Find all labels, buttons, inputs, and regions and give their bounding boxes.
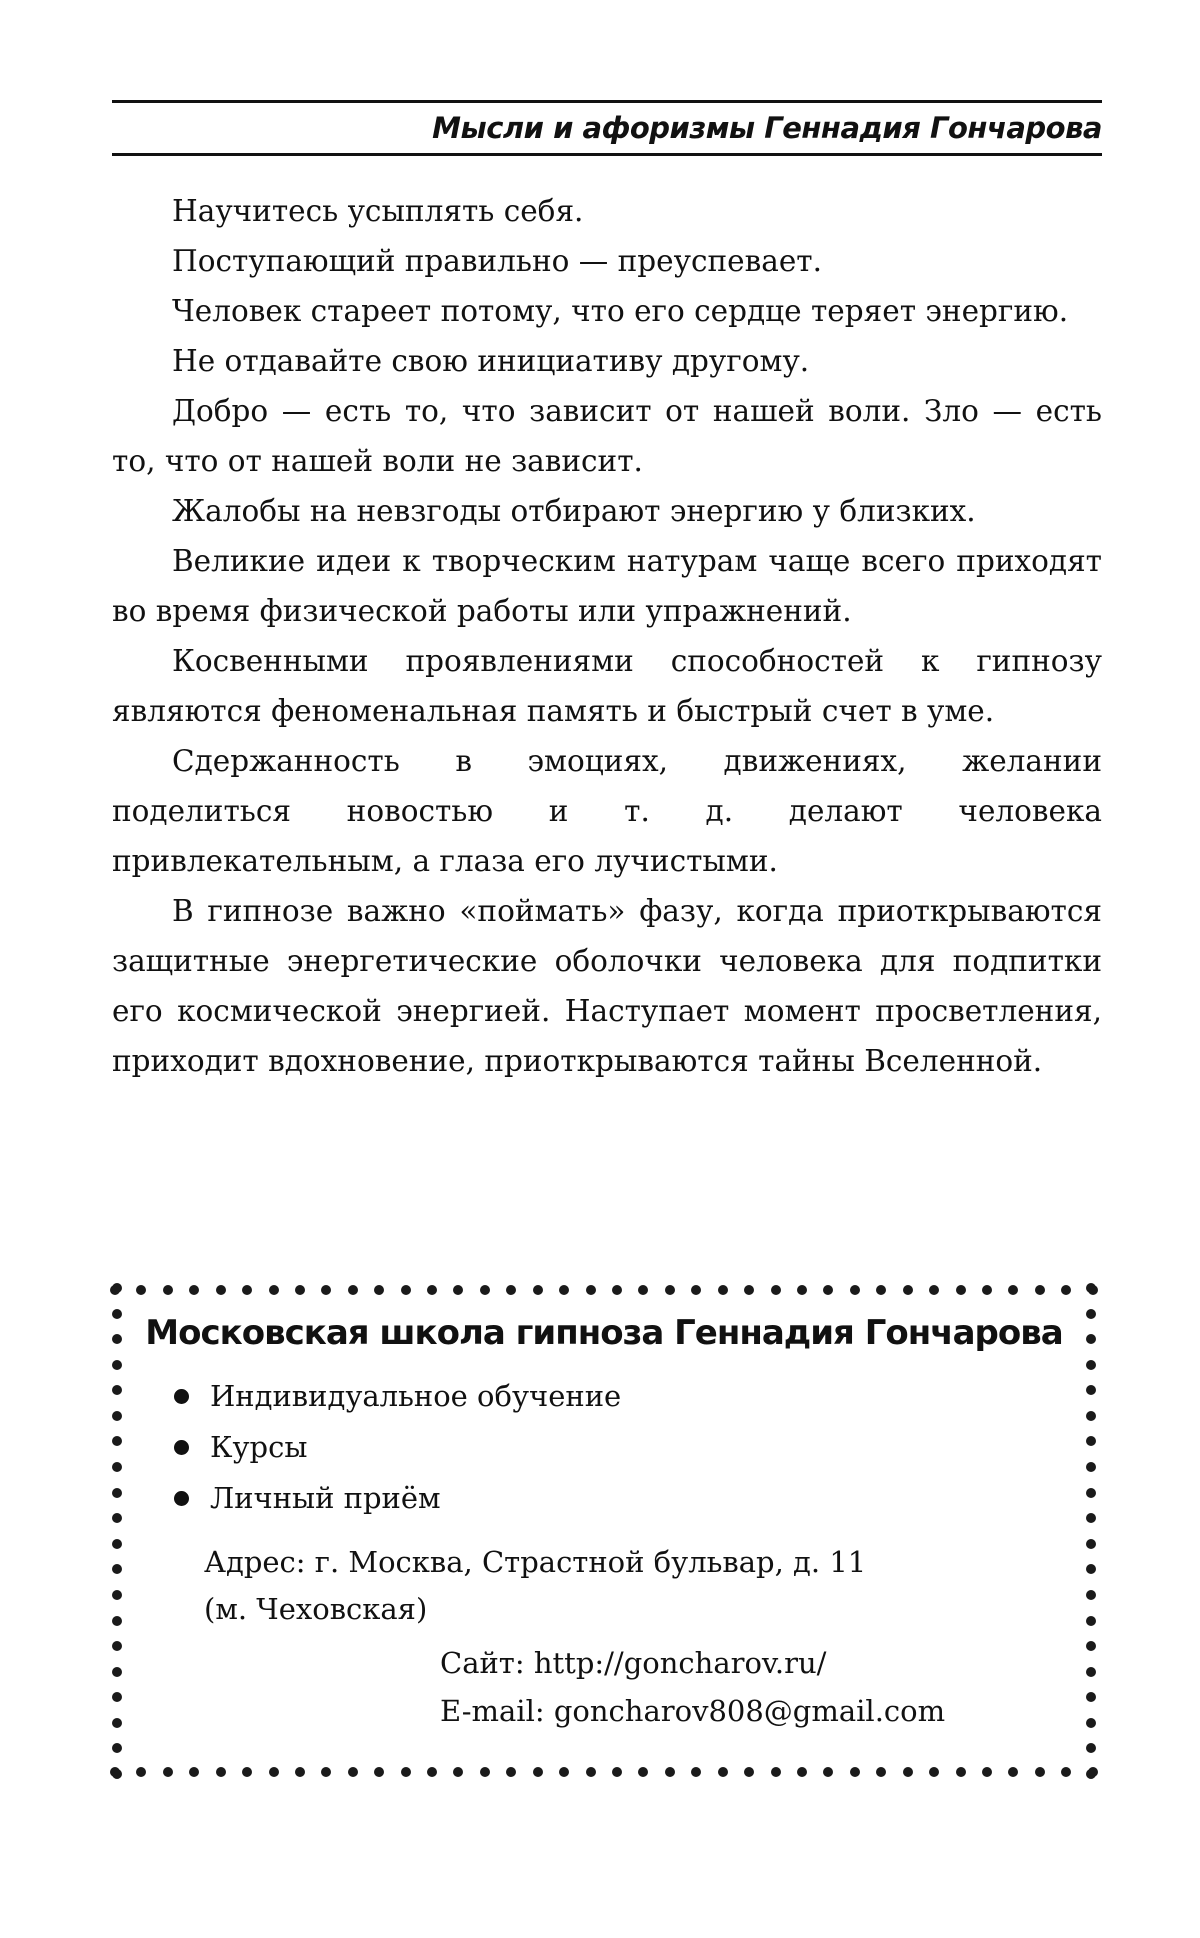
dotted-border-top — [110, 1283, 1098, 1297]
paragraph: В гипнозе важно «поймать» фазу, когда приоткрываются защитные энергетические оболочки человека для подпитки его космической энергией. Наступает момент просветления, приходит вдохновение, приоткрываются тайны Вселенной. — [112, 894, 1102, 1078]
border-dot — [136, 1767, 146, 1777]
border-dot — [797, 1285, 807, 1295]
border-dot — [112, 1743, 122, 1753]
paragraph: Не отдавайте свою инициативу другому. — [172, 344, 810, 378]
border-dot — [401, 1767, 411, 1777]
border-dot — [1035, 1767, 1045, 1777]
border-dot — [533, 1767, 543, 1777]
border-dot — [1086, 1590, 1096, 1600]
running-header — [112, 100, 1102, 156]
dotted-border-right — [1084, 1283, 1098, 1779]
border-dot — [1086, 1539, 1096, 1549]
border-dot — [112, 1385, 122, 1395]
border-dot — [112, 1564, 122, 1574]
border-dot — [112, 1718, 122, 1728]
service-label: Индивидуальное обучение — [210, 1379, 622, 1413]
border-dot — [321, 1767, 331, 1777]
border-dot — [903, 1767, 913, 1777]
paragraph: Жалобы на невзгоды отбирают энергию у близких. — [172, 494, 976, 528]
border-dot — [1035, 1285, 1045, 1295]
border-dot — [269, 1767, 279, 1777]
border-dot — [1061, 1767, 1071, 1777]
border-dot — [982, 1767, 992, 1777]
paragraph: Человек стареет потому, что его сердце теряет энергию. — [172, 294, 1069, 328]
border-dot — [295, 1285, 305, 1295]
border-dot — [216, 1285, 226, 1295]
border-dot — [1086, 1385, 1096, 1395]
aphorisms-text — [112, 186, 1102, 1086]
border-dot — [1061, 1285, 1071, 1295]
dotted-border-bottom — [110, 1765, 1098, 1779]
border-dot — [850, 1285, 860, 1295]
border-dot — [665, 1285, 675, 1295]
list-item — [170, 1422, 621, 1473]
border-dot — [823, 1767, 833, 1777]
advertisement-title: Московская школа гипноза Геннадия Гончарова — [145, 1313, 1063, 1353]
border-dot — [163, 1285, 173, 1295]
border-dot — [112, 1436, 122, 1446]
service-label: Личный приём — [210, 1481, 441, 1515]
border-dot — [691, 1285, 701, 1295]
service-label: Курсы — [210, 1430, 308, 1464]
border-dot — [112, 1692, 122, 1702]
email-link[interactable]: E-mail: goncharov808@gmail.com — [440, 1694, 946, 1728]
bullet-icon — [174, 1491, 189, 1506]
border-dot — [295, 1767, 305, 1777]
border-dot — [1086, 1769, 1096, 1779]
address-block — [204, 1539, 866, 1633]
border-dot — [638, 1767, 648, 1777]
border-dot — [136, 1285, 146, 1295]
running-header-title: Мысли и афоризмы Геннадия Гончарова — [432, 111, 1102, 145]
border-dot — [506, 1285, 516, 1295]
border-dot — [1086, 1462, 1096, 1472]
list-item — [170, 1473, 621, 1524]
border-dot — [374, 1285, 384, 1295]
border-dot — [771, 1285, 781, 1295]
border-dot — [112, 1462, 122, 1472]
border-dot — [1086, 1667, 1096, 1677]
border-dot — [112, 1616, 122, 1626]
border-dot — [348, 1285, 358, 1295]
border-dot — [744, 1285, 754, 1295]
border-dot — [374, 1767, 384, 1777]
border-dot — [1086, 1360, 1096, 1370]
border-dot — [797, 1767, 807, 1777]
border-dot — [956, 1285, 966, 1295]
border-dot — [956, 1767, 966, 1777]
services-list — [170, 1371, 621, 1524]
address-line: Адрес: г. Москва, Страстной бульвар, д. 11 — [204, 1545, 867, 1579]
border-dot — [1086, 1616, 1096, 1626]
border-dot — [112, 1641, 122, 1651]
paragraph: Добро — есть то, что зависит от нашей воли. Зло — есть то, что от нашей воли не зависит. — [112, 394, 1102, 478]
border-dot — [112, 1488, 122, 1498]
border-dot — [453, 1285, 463, 1295]
border-dot — [112, 1513, 122, 1523]
border-dot — [112, 1283, 122, 1293]
border-dot — [691, 1767, 701, 1777]
border-dot — [586, 1767, 596, 1777]
border-dot — [348, 1767, 358, 1777]
border-dot — [1008, 1767, 1018, 1777]
border-dot — [453, 1767, 463, 1777]
border-dot — [718, 1285, 728, 1295]
border-dot — [586, 1285, 596, 1295]
border-dot — [823, 1285, 833, 1295]
paragraph: Научитесь усыплять себя. — [172, 194, 584, 228]
metro-station: (м. Чеховская) — [204, 1592, 428, 1626]
website-link[interactable]: Сайт: http://goncharov.ru/ — [440, 1646, 827, 1680]
border-dot — [112, 1360, 122, 1370]
border-dot — [638, 1285, 648, 1295]
border-dot — [771, 1767, 781, 1777]
border-dot — [559, 1285, 569, 1295]
border-dot — [427, 1285, 437, 1295]
border-dot — [269, 1285, 279, 1295]
border-dot — [480, 1767, 490, 1777]
border-dot — [189, 1767, 199, 1777]
border-dot — [876, 1285, 886, 1295]
border-dot — [112, 1590, 122, 1600]
dotted-border-left — [110, 1283, 124, 1779]
school-advertisement — [110, 1283, 1098, 1779]
border-dot — [427, 1767, 437, 1777]
border-dot — [112, 1667, 122, 1677]
list-item — [170, 1371, 621, 1422]
border-dot — [112, 1769, 122, 1779]
border-dot — [559, 1767, 569, 1777]
bullet-icon — [174, 1389, 189, 1404]
contacts-block — [440, 1639, 945, 1735]
border-dot — [242, 1767, 252, 1777]
border-dot — [480, 1285, 490, 1295]
border-dot — [1086, 1513, 1096, 1523]
border-dot — [903, 1285, 913, 1295]
border-dot — [216, 1767, 226, 1777]
border-dot — [112, 1411, 122, 1421]
border-dot — [612, 1767, 622, 1777]
border-dot — [533, 1285, 543, 1295]
border-dot — [929, 1285, 939, 1295]
border-dot — [850, 1767, 860, 1777]
border-dot — [1086, 1488, 1096, 1498]
border-dot — [1086, 1564, 1096, 1574]
border-dot — [1086, 1641, 1096, 1651]
border-dot — [718, 1767, 728, 1777]
border-dot — [1086, 1411, 1096, 1421]
border-dot — [1086, 1283, 1096, 1293]
border-dot — [163, 1767, 173, 1777]
border-dot — [612, 1285, 622, 1295]
border-dot — [1008, 1285, 1018, 1295]
border-dot — [929, 1767, 939, 1777]
paragraph: Косвенными проявлениями способностей к гипнозу являются феноменальная память и быстрый счет в уме. — [112, 644, 1102, 728]
bullet-icon — [174, 1440, 189, 1455]
border-dot — [1086, 1692, 1096, 1702]
border-dot — [876, 1767, 886, 1777]
paragraph: Поступающий правильно — преуспевает. — [172, 244, 822, 278]
border-dot — [321, 1285, 331, 1295]
border-dot — [1086, 1743, 1096, 1753]
border-dot — [242, 1285, 252, 1295]
border-dot — [665, 1767, 675, 1777]
border-dot — [401, 1285, 411, 1295]
paragraph: Великие идеи к творческим натурам чаще всего приходят во время физической работы или упражнений. — [112, 544, 1102, 628]
border-dot — [982, 1285, 992, 1295]
border-dot — [1086, 1436, 1096, 1446]
border-dot — [1086, 1718, 1096, 1728]
paragraph: Сдержанность в эмоциях, движениях, желании поделиться новостью и т. д. делают человека привлекательным, а глаза его лучистыми. — [112, 744, 1102, 878]
border-dot — [744, 1767, 754, 1777]
border-dot — [506, 1767, 516, 1777]
border-dot — [112, 1539, 122, 1549]
border-dot — [189, 1285, 199, 1295]
